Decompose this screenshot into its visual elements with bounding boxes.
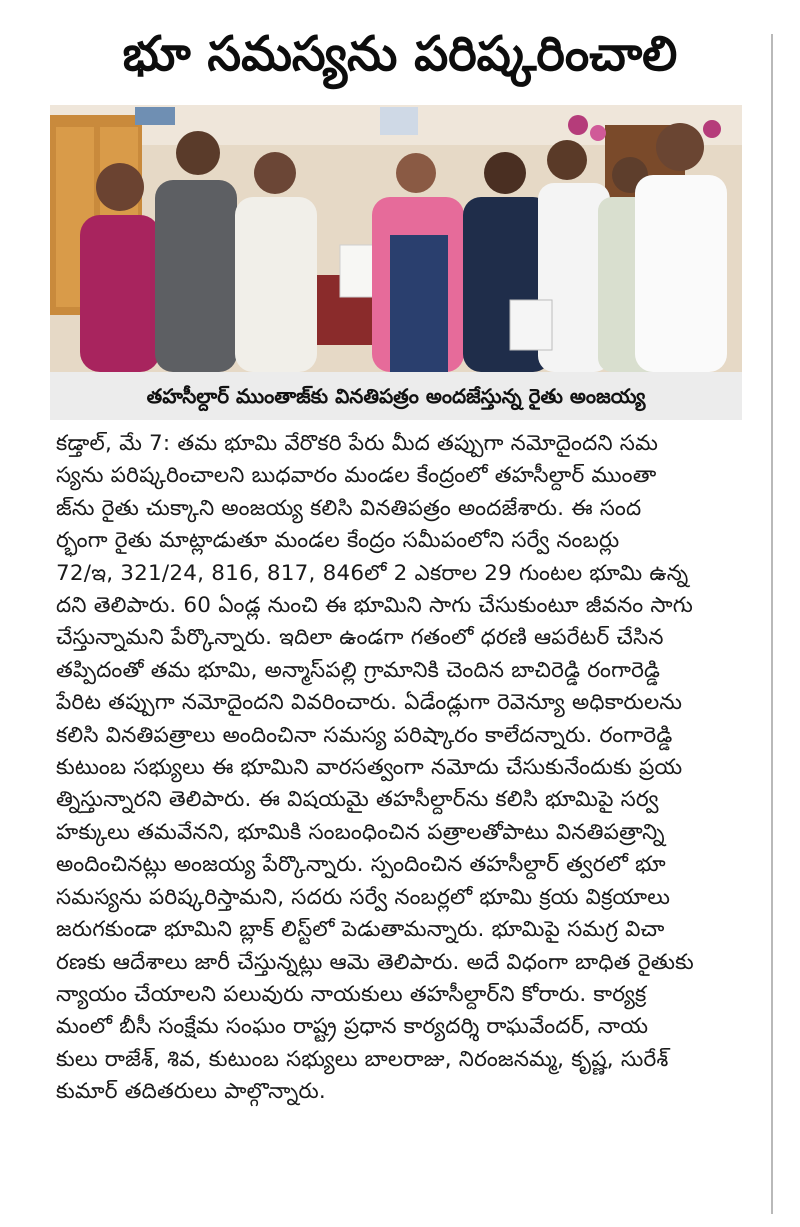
body-line: త్నిస్తున్నారని తెలిపారు. ఈ విషయమై తహసీల్దార్‌ను కలిసి భూమిపై సర్వ [56,787,659,813]
body-line: తప్పిదంతో తమ భూమి, అన్మాస్‌పల్లి గ్రామానికి చెందిన బాచిరెడ్డి రంగారెడ్డి [56,657,661,683]
body-line: కడ్తాల్, మే 7: తమ భూమి వేరొకరి పేరు మీద తప్పుగా నమోదైందని సమ [56,431,659,456]
body-line: న్యాయం చేయాలని పలువురు నాయకులు తహసీల్దార్‌ని కోరారు. కార్యక్ర [56,981,647,1007]
article-headline: భూ సమస్యను పరిష్కరించాలి [122,26,678,82]
body-line: సమస్యను పరిష్కరిస్తామని, సదరు సర్వే నంబర్లలో భూమి క్రయ విక్రయాలు [56,884,671,910]
body-line: అందించినట్లు అంజయ్య పేర్కొన్నారు. స్పందించిన తహసీల్దార్ త్వరలో భూ [56,852,666,878]
body-line: దని తెలిపారు. 60 ఏండ్ల నుంచి ఈ భూమిని సాగు చేసుకుంటూ జీవనం సాగు [56,593,693,619]
body-line: జ్‌ను రైతు చుక్కాని అంజయ్య కలిసి వినతిపత్రం అందజేశారు. ఈ సంద [56,495,642,521]
body-line: ర్భంగా రైతు మాట్లాడుతూ మండల కేంద్రం సమీపంలోని సర్వే నంబర్లు [56,528,620,554]
column-rule [771,34,773,1214]
body-line: చేస్తున్నామని పేర్కొన్నారు. ఇదిలా ఉండగా గతంలో ధరణి ఆపరేటర్ చేసిన [56,625,664,651]
news-photo [50,105,742,372]
body-line: కులు రాజేశ్, శివ, కుటుంబ సభ్యులు బాలరాజు, నిరంజనమ్మ, కృష్ణ, సురేశ్ [56,1046,669,1072]
body-line: జరుగకుండా భూమిని బ్లాక్ లిస్ట్‌లో పెడుతామన్నారు. భూమిపై సమగ్ర విచా [56,917,665,943]
body-line: స్యను పరిష్కరించాలని బుధవారం మండల కేంద్రంలో తహసీల్దార్ ముంతా [56,463,657,489]
photo-caption: తహసీల్దార్ ముంతాజ్‌కు వినతిపత్రం అందజేస్తున్న రైతు అంజయ్య [146,384,646,408]
body-line: మంలో బీసీ సంక్షేమ సంఘం రాష్ట్ర ప్రధాన కార్యదర్శి రాఘవేందర్, నాయ [56,1014,649,1040]
body-line: కలిసి వినతిపత్రాలు అందించినా సమస్య పరిష్కారం కాలేదన్నారు. రంగారెడ్డి [56,722,673,748]
body-line: పేరిట తప్పుగా నమోదైందని వివరించారు. ఏడేండ్లుగా రెవెన్యూ అధికారులను [56,690,683,716]
body-line: కుమార్ తదితరులు పాల్గొన్నారు. [56,1079,326,1105]
body-line: కుటుంబ సభ్యులు ఈ భూమిని వారసత్వంగా నమోదు చేసుకునేందుకు ప్రయ [56,755,683,781]
article-body [56,428,746,1109]
body-line: హక్కులు తమవేనని, భూమికి సంబంధించిన పత్రాలతోపాటు వినతిపత్రాన్ని [56,819,665,845]
body-line: రణకు ఆదేశాలు జారీ చేస్తున్నట్లు ఆమె తెలిపారు. అదే విధంగా బాధిత రైతుకు [56,949,694,975]
body-line: 72/ఇ, 321/24, 816, 817, 846లో 2 ఎకరాల 29 గుంటల భూమి ఉన్న [56,560,689,586]
